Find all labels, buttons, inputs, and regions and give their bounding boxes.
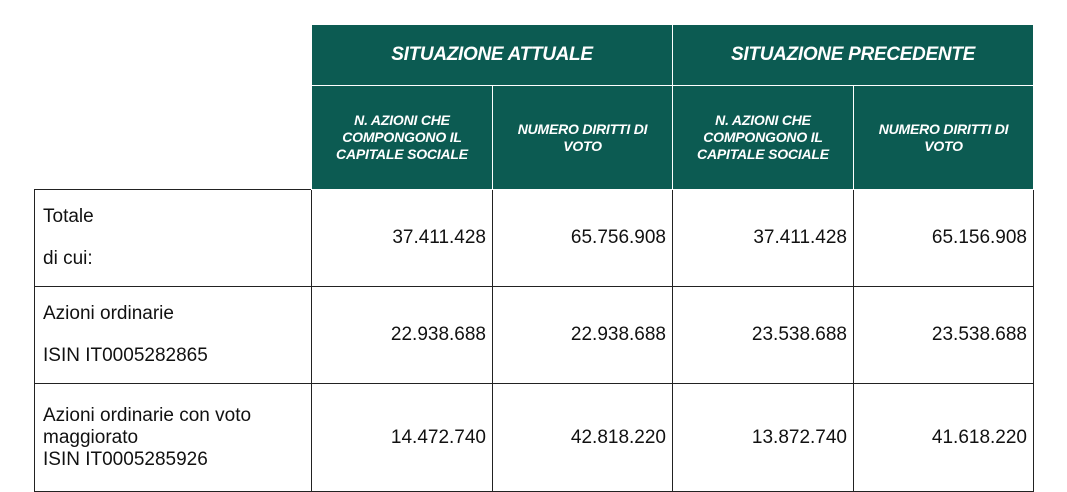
row-label-line: Totale xyxy=(43,206,94,227)
table-cell: 41.618.220 xyxy=(854,384,1034,492)
header-blank-cell xyxy=(35,86,312,190)
header-previous-voting-rights: NUMERO DIRITTI DI VOTO xyxy=(854,86,1034,190)
header-group-current: SITUAZIONE ATTUALE xyxy=(312,25,673,86)
row-label-line: ISIN IT0005285926 xyxy=(43,448,208,470)
table-cell: 22.938.688 xyxy=(493,287,673,384)
row-label xyxy=(35,190,312,287)
table-cell: 22.938.688 xyxy=(312,287,493,384)
header-group-row xyxy=(35,25,1034,86)
share-capital-table-container xyxy=(34,24,1034,492)
table-cell: 37.411.428 xyxy=(673,190,854,287)
table-cell: 65.156.908 xyxy=(854,190,1034,287)
row-label-line: di cui: xyxy=(43,248,93,269)
table-cell: 42.818.220 xyxy=(493,384,673,492)
row-label-line: ISIN IT0005282865 xyxy=(43,345,208,366)
table-cell: 37.411.428 xyxy=(312,190,493,287)
row-label xyxy=(35,287,312,384)
header-current-shares: N. AZIONI CHE COMPONGONO IL CAPITALE SOCIALE xyxy=(312,86,493,190)
header-group-previous: SITUAZIONE PRECEDENTE xyxy=(673,25,1034,86)
table-cell: 13.872.740 xyxy=(673,384,854,492)
table-row-increased-vote-shares xyxy=(35,384,1034,492)
table-cell: 23.538.688 xyxy=(673,287,854,384)
table-row-ordinary-shares xyxy=(35,287,1034,384)
row-label-line: maggiorato xyxy=(43,426,139,448)
header-previous-shares: N. AZIONI CHE COMPONGONO IL CAPITALE SOCIALE xyxy=(673,86,854,190)
row-label-line: Azioni ordinarie xyxy=(43,303,174,324)
header-current-voting-rights: NUMERO DIRITTI DI VOTO xyxy=(493,86,673,190)
table-cell: 65.756.908 xyxy=(493,190,673,287)
header-subcolumn-row xyxy=(35,86,1034,190)
row-label-line: Azioni ordinarie con voto xyxy=(43,404,252,426)
table-cell: 14.472.740 xyxy=(312,384,493,492)
header-blank-cell xyxy=(35,25,312,86)
table-row-total xyxy=(35,190,1034,287)
share-capital-table xyxy=(34,24,1034,492)
row-label xyxy=(35,384,312,492)
table-cell: 23.538.688 xyxy=(854,287,1034,384)
